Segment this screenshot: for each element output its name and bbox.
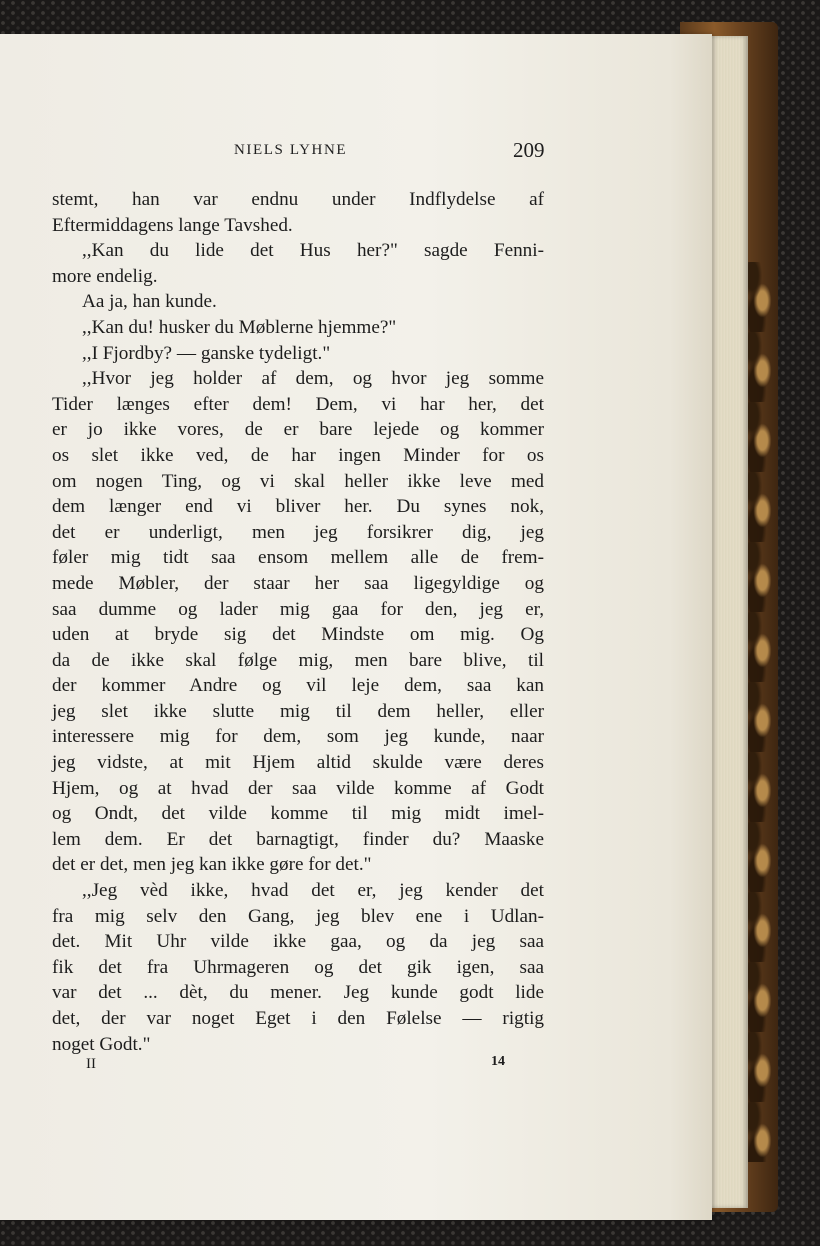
text-line: ,,Kan du! husker du Møblerne hjemme?": [82, 316, 397, 338]
text-line: der kommer Andre og vil leje dem, saa kan: [52, 675, 544, 697]
text-line: dem længer end vi bliver her. Du synes nok,: [52, 496, 544, 518]
text-line: var det ... dèt, du mener. Jeg kunde godt lide: [52, 982, 544, 1004]
body-text: [52, 187, 544, 1057]
text-line: lem dem. Er det barnagtigt, finder du? Maaske: [52, 828, 544, 850]
text-line: saa dumme og lader mig gaa for den, jeg er,: [52, 598, 544, 620]
running-head-title: NIELS LYHNE: [234, 142, 348, 158]
text-line: jeg vidste, at mit Hjem altid skulde være deres: [52, 752, 544, 774]
text-line: er jo ikke vores, de er bare lejede og kommer: [52, 419, 544, 441]
text-line: fra mig selv den Gang, jeg blev ene i Udlan-: [52, 905, 544, 927]
signature-mark: II: [86, 1056, 96, 1072]
text-line: ,,I Fjordby? — ganske tydeligt.": [82, 342, 331, 364]
text-line: stemt, han var endnu under Indflydelse af: [52, 189, 544, 210]
text-line: interessere mig for dem, som jeg kunde, naar: [52, 726, 544, 748]
text-line: ,,Jeg vèd ikke, hvad det er, jeg kender det: [82, 880, 544, 902]
text-line: fik det fra Uhrmageren og det gik igen, saa: [52, 956, 544, 978]
text-line: jeg slet ikke slutte mig til dem heller, eller: [52, 700, 544, 722]
text-line: uden at bryde sig det Mindste om mig. Og: [52, 624, 544, 646]
text-line: da de ikke skal følge mig, men bare blive, til: [52, 649, 544, 671]
text-line: ,,Kan du lide det Hus her?" sagde Fenni-: [82, 240, 544, 262]
text-line: Eftermiddagens lange Tavshed.: [52, 214, 293, 236]
book-page: [0, 34, 712, 1220]
text-line: det er underligt, men jeg forsikrer dig, jeg: [52, 521, 544, 543]
text-line: det, der var noget Eget i den Følelse — rigtig: [52, 1008, 544, 1029]
page-edges: [708, 36, 748, 1208]
text-line: Aa ja, han kunde.: [82, 291, 217, 313]
text-line: os slet ikke ved, de har ingen Minder for os: [52, 444, 544, 466]
text-line: ,,Hvor jeg holder af dem, og hvor jeg somme: [82, 368, 544, 390]
text-line: om nogen Ting, og vi skal heller ikke leve med: [52, 470, 544, 492]
text-line: mede Møbler, der staar her saa ligegyldige og: [52, 572, 544, 594]
text-line: det er det, men jeg kan ikke gøre for det.": [52, 854, 372, 876]
gathering-number: 14: [491, 1054, 505, 1069]
text-line: more endelig.: [52, 265, 158, 287]
text-line: noget Godt.": [52, 1033, 151, 1055]
text-line: Hjem, og at hvad der saa vilde komme af Godt: [52, 777, 544, 799]
text-line: Tider længes efter dem! Dem, vi har her, det: [52, 393, 544, 415]
text-line: føler mig tidt saa ensom mellem alle de frem-: [52, 547, 544, 569]
page-number: 209: [513, 138, 545, 162]
text-line: og Ondt, det vilde komme til mig midt imel-: [52, 803, 544, 825]
text-line: det. Mit Uhr vilde ikke gaa, og da jeg saa: [52, 931, 544, 953]
